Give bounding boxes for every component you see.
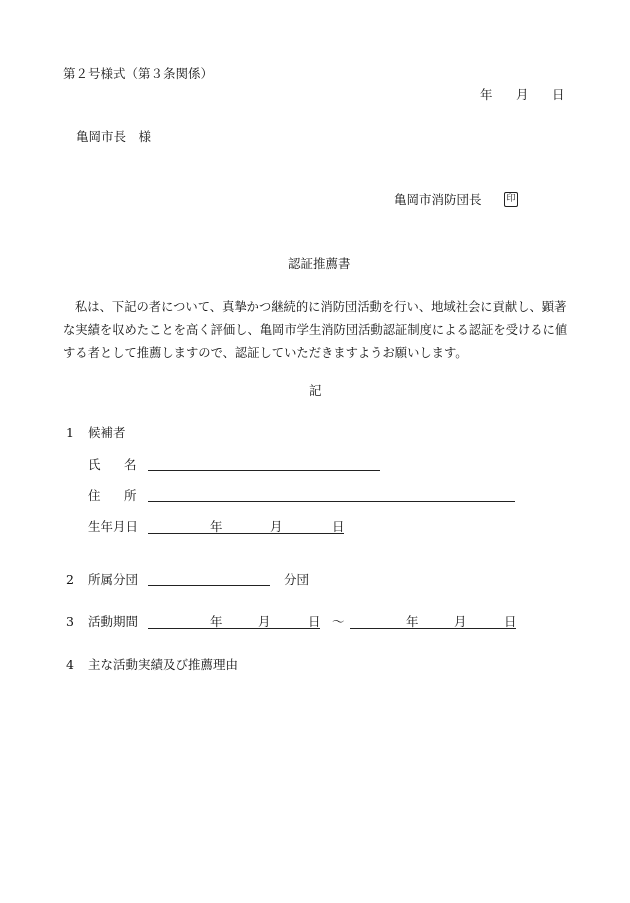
address-label-a: 住 [88, 488, 101, 503]
branch-underline[interactable] [148, 585, 270, 586]
body-line-2: な実績を収めたことを高く評価し、亀岡市学生消防団活動認証制度による認証を受けるに値 [63, 323, 568, 337]
birth-day-unit: 日 [332, 519, 345, 534]
branch-suffix: 分団 [284, 572, 310, 587]
section-3-number: 3 [66, 614, 74, 629]
name-label-a: 氏 [88, 457, 101, 472]
birth-month-unit: 月 [270, 519, 283, 534]
section-2-number: 2 [66, 572, 74, 587]
address-label-b: 所 [124, 488, 137, 503]
name-label-b: 名 [124, 457, 137, 472]
period-end-month: 月 [454, 614, 467, 629]
period-tilde: ～ [332, 614, 345, 629]
issuer-title: 亀岡市消防団長 [394, 192, 482, 207]
form-number-label: 第２号様式（第３条関係） [63, 66, 214, 81]
seal-mark: 印 [504, 192, 518, 207]
section-4-number: 4 [66, 657, 74, 672]
period-start-month: 月 [258, 614, 271, 629]
name-underline[interactable] [148, 470, 380, 471]
period-end-day: 日 [504, 614, 517, 629]
address-underline[interactable] [148, 501, 515, 502]
body-line-1: 私は、下記の者について、真摯かつ継続的に消防団活動を行い、地域社会に貢献し、顕著 [75, 300, 567, 314]
body-line-3: する者として推薦しますので、認証していただきますようお願いします。 [63, 346, 468, 360]
section-1-number: 1 [66, 425, 74, 440]
period-start-day: 日 [308, 614, 321, 629]
birthdate-underline[interactable] [148, 533, 344, 534]
section-2-title: 所属分団 [88, 572, 139, 587]
addressee: 亀岡市長 様 [76, 129, 152, 144]
period-end-year: 年 [406, 614, 419, 629]
period-start-year: 年 [210, 614, 223, 629]
date-header-year: 年 [480, 87, 493, 102]
section-3-title: 活動期間 [88, 614, 139, 629]
ki-heading: 記 [309, 383, 322, 398]
birth-year-unit: 年 [210, 519, 223, 534]
period-end-underline[interactable] [350, 628, 516, 629]
date-header-month: 月 [516, 87, 529, 102]
period-start-underline[interactable] [148, 628, 320, 629]
document-title: 認証推薦書 [288, 256, 351, 271]
date-header-day: 日 [552, 87, 565, 102]
section-1-title: 候補者 [88, 425, 126, 440]
birthdate-label: 生年月日 [88, 519, 139, 534]
section-4-title: 主な活動実績及び推薦理由 [88, 657, 239, 672]
body-paragraph [63, 296, 583, 365]
